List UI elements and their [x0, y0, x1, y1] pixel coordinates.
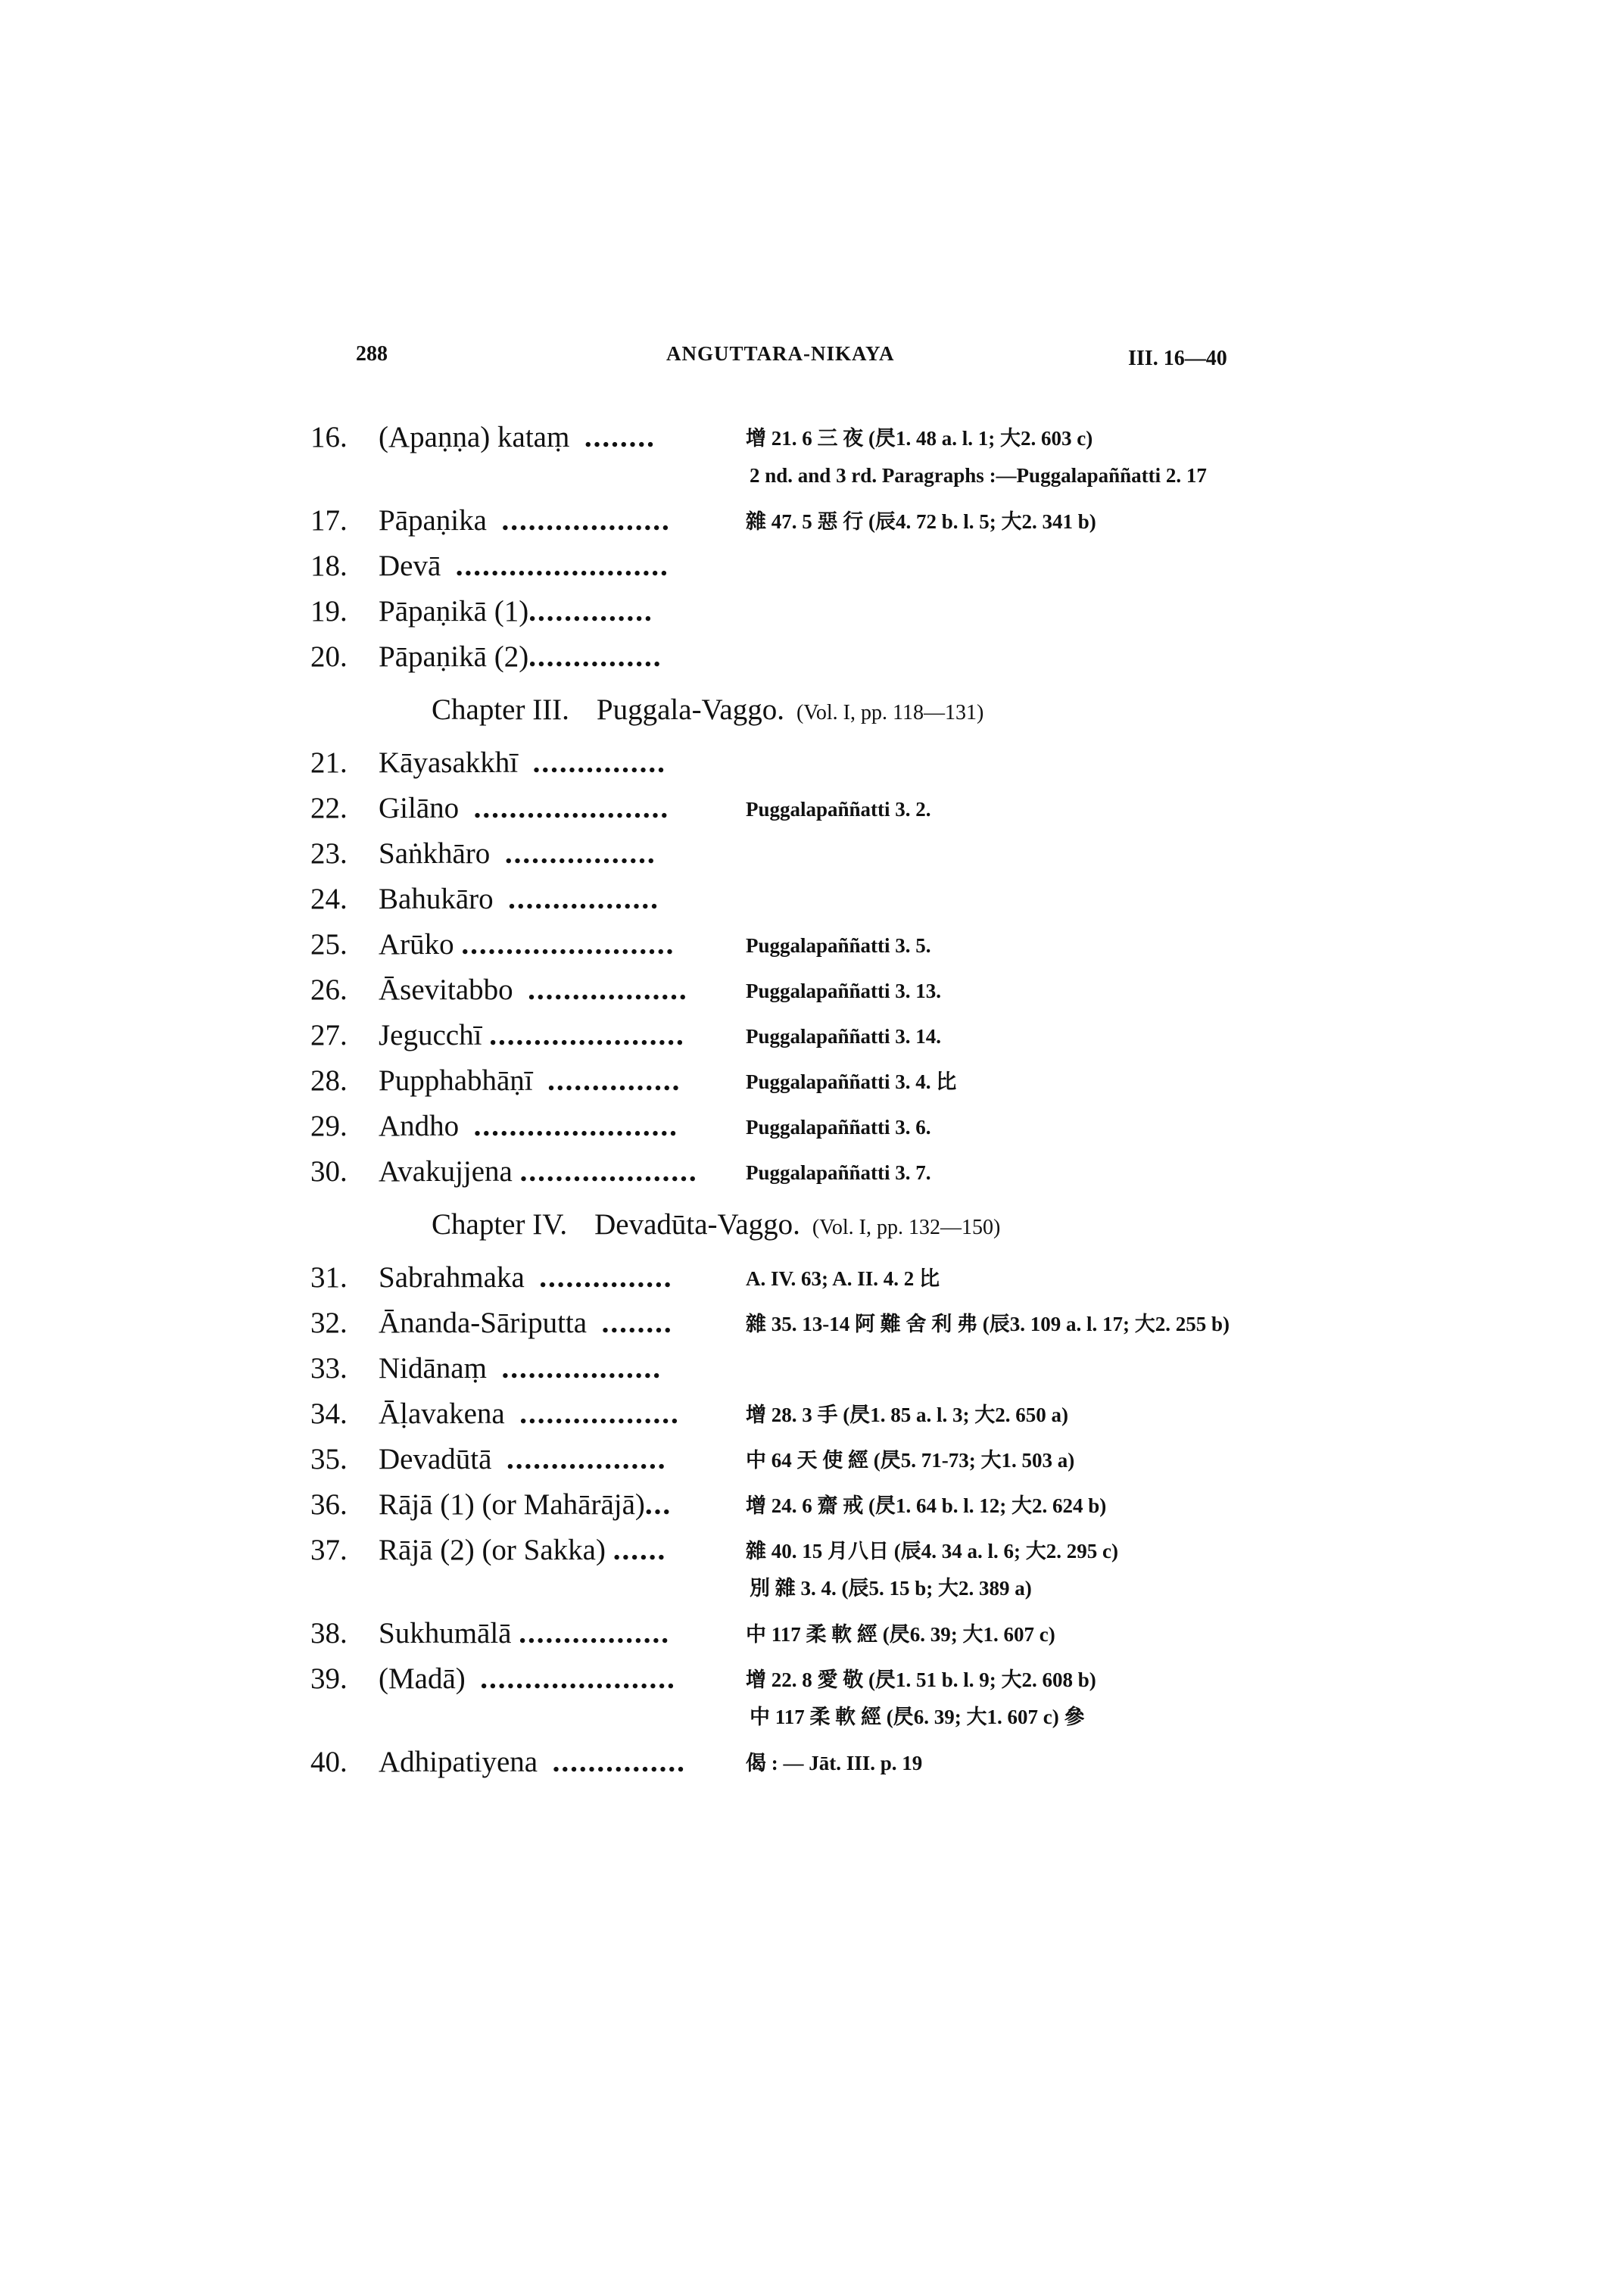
list-item — [310, 1104, 1333, 1149]
list-item — [310, 831, 1333, 877]
list-item — [310, 1482, 1333, 1528]
entry-number: 36. — [310, 1488, 348, 1521]
entry-number: 24. — [310, 883, 348, 915]
entry-number: 29. — [310, 1110, 348, 1142]
list-item — [310, 589, 1333, 634]
chapter-volume: (Vol. I, pp. 118—131) — [796, 701, 984, 724]
entry-reference: A. IV. 63; A. II. 4. 2 比 — [746, 1267, 940, 1290]
entry-number: 25. — [310, 928, 348, 961]
entry-number: 17. — [310, 504, 348, 537]
list-item — [310, 498, 1333, 544]
leader-dots: ........ — [584, 421, 656, 453]
entry-number: 22. — [310, 792, 348, 824]
leader-dots: ................. — [508, 883, 659, 915]
chapter-label: Chapter III. — [432, 693, 569, 726]
entry-subreference: 中 117 柔 軟 經 (昃6. 39; 大1. 607 c) 參 — [750, 1706, 1085, 1728]
leader-dots: ...................... — [480, 1662, 676, 1695]
list-item — [310, 1656, 1333, 1740]
leader-dots: ................... — [501, 504, 671, 537]
leader-dots: ... — [644, 1488, 672, 1521]
list-item — [310, 1149, 1333, 1195]
entry-title: Pāpaṇika ................... — [379, 504, 671, 537]
entry-reference: 雜 40. 15 月八日 (辰4. 34 a. l. 6; 大2. 295 c) — [746, 1540, 1118, 1562]
entry-number: 32. — [310, 1307, 348, 1339]
entry-reference: 增 21. 6 三 夜 (昃1. 48 a. l. 1; 大2. 603 c) — [746, 427, 1093, 450]
entry-title: Pāpaṇikā (1).............. — [379, 595, 653, 628]
entry-number: 38. — [310, 1617, 348, 1650]
entry-title: Adhipatiyena ............... — [379, 1746, 686, 1778]
list-item — [310, 1346, 1333, 1391]
leader-dots: ........................ — [461, 928, 675, 961]
page-header — [356, 342, 1264, 380]
page-number: 288 — [356, 342, 388, 366]
entry-reference: Puggalapaññatti 3. 5. — [746, 934, 931, 957]
list-item — [310, 1301, 1333, 1346]
leader-dots: ............... — [539, 1261, 673, 1294]
entry-reference: 中 64 天 使 經 (昃5. 71-73; 大1. 503 a) — [746, 1449, 1075, 1472]
leader-dots: ...................... — [489, 1019, 685, 1051]
leader-dots: .............. — [528, 595, 653, 628]
entry-number: 28. — [310, 1064, 348, 1097]
chapter-title: Devadūta-Vaggo. — [594, 1208, 800, 1241]
list-item — [310, 1740, 1333, 1785]
chapter-volume: (Vol. I, pp. 132—150) — [812, 1216, 1001, 1239]
leader-dots: .................... — [519, 1155, 698, 1188]
entry-number: 37. — [310, 1534, 348, 1566]
entry-number: 33. — [310, 1352, 348, 1385]
chapter-heading — [310, 1195, 1333, 1255]
entry-title: Pāpaṇikā (2)............... — [379, 640, 662, 673]
chapter-heading — [310, 680, 1333, 740]
entry-title: Andho ....................... — [379, 1110, 678, 1142]
list-item — [310, 1013, 1333, 1058]
entry-reference: 增 24. 6 齋 戒 (昃1. 64 b. l. 12; 大2. 624 b) — [746, 1494, 1107, 1517]
entry-number: 27. — [310, 1019, 348, 1051]
entry-title: Pupphabhāṇī ............... — [379, 1064, 681, 1097]
entry-reference: Puggalapaññatti 3. 6. — [746, 1116, 931, 1139]
list-item — [310, 1611, 1333, 1656]
concordance-list — [310, 415, 1333, 1785]
entry-title: Avakujjena .................... — [379, 1155, 698, 1188]
entry-title: Bahukāro ................. — [379, 883, 659, 915]
leader-dots: .................. — [506, 1443, 667, 1475]
entry-number: 39. — [310, 1662, 348, 1695]
list-item — [310, 634, 1333, 680]
entry-title: Arūko ........................ — [379, 928, 675, 961]
leader-dots: ............... — [528, 640, 662, 673]
entry-title: (Apaṇṇa) kataṃ ........ — [379, 421, 656, 453]
entry-number: 21. — [310, 746, 348, 779]
entry-title: Āḷavakena .................. — [379, 1397, 680, 1430]
leader-dots: ........ — [601, 1307, 673, 1339]
entry-title: (Madā) ...................... — [379, 1662, 676, 1695]
entry-reference: Puggalapaññatti 3. 7. — [746, 1161, 931, 1184]
entry-number: 31. — [310, 1261, 348, 1294]
entry-reference: Puggalapaññatti 3. 14. — [746, 1025, 942, 1048]
list-item — [310, 544, 1333, 589]
entry-reference: 偈 : — Jāt. III. p. 19 — [746, 1752, 923, 1774]
list-item — [310, 877, 1333, 922]
entry-number: 40. — [310, 1746, 348, 1778]
entry-reference: Puggalapaññatti 3. 4. 比 — [746, 1070, 957, 1093]
leader-dots: ................. — [519, 1617, 670, 1650]
leader-dots: ............... — [552, 1746, 686, 1778]
chapter-label: Chapter IV. — [432, 1208, 568, 1241]
leader-dots: ...... — [613, 1534, 667, 1566]
list-item — [310, 786, 1333, 831]
entry-reference: 中 117 柔 軟 經 (昃6. 39; 大1. 607 c) — [746, 1623, 1055, 1646]
leader-dots: ...................... — [473, 792, 670, 824]
leader-dots: .................. — [501, 1352, 662, 1385]
entry-number: 35. — [310, 1443, 348, 1475]
entry-reference: 雜 35. 13-14 阿 難 舍 利 弗 (辰3. 109 a. l. 17; 大2. 255 b) — [746, 1313, 1230, 1335]
entry-number: 26. — [310, 974, 348, 1006]
entry-subreference: 2 nd. and 3 rd. Paragraphs :—Puggalapaññatti 2. 17 — [750, 464, 1207, 487]
entry-number: 18. — [310, 550, 348, 582]
list-item — [310, 740, 1333, 786]
entry-reference: 雜 47. 5 惡 行 (辰4. 72 b. l. 5; 大2. 341 b) — [746, 510, 1096, 533]
entry-title: Gilāno ...................... — [379, 792, 670, 824]
entry-subreference: 別 雜 3. 4. (辰5. 15 b; 大2. 389 a) — [750, 1577, 1032, 1600]
entry-title: Sabrahmaka ............... — [379, 1261, 673, 1294]
entry-number: 20. — [310, 640, 348, 673]
entry-title: Āsevitabbo .................. — [379, 974, 688, 1006]
entry-title: Nidānaṃ .................. — [379, 1352, 662, 1385]
leader-dots: .................. — [528, 974, 688, 1006]
entry-title: Devā ........................ — [379, 550, 669, 582]
entry-number: 19. — [310, 595, 348, 628]
entry-title: Saṅkhāro ................. — [379, 837, 656, 870]
entry-number: 30. — [310, 1155, 348, 1188]
list-item — [310, 967, 1333, 1013]
entry-number: 16. — [310, 421, 348, 453]
section-range: III. 16—40 — [1128, 347, 1227, 370]
list-item — [310, 1391, 1333, 1437]
entry-title: Rājā (2) (or Sakka) ...... — [379, 1534, 667, 1566]
list-item — [310, 1528, 1333, 1611]
list-item — [310, 415, 1333, 498]
entry-title: Devadūtā .................. — [379, 1443, 667, 1475]
leader-dots: ........................ — [455, 550, 669, 582]
leader-dots: ............... — [532, 746, 666, 779]
list-item — [310, 1255, 1333, 1301]
leader-dots: ................. — [504, 837, 656, 870]
entry-reference: 增 28. 3 手 (昃1. 85 a. l. 3; 大2. 650 a) — [746, 1404, 1068, 1426]
entry-reference: 增 22. 8 愛 敬 (昃1. 51 b. l. 9; 大2. 608 b) — [746, 1668, 1096, 1691]
leader-dots: .................. — [519, 1397, 680, 1430]
entry-number: 23. — [310, 837, 348, 870]
entry-title: Rājā (1) (or Mahārājā)... — [379, 1488, 672, 1521]
list-item — [310, 1437, 1333, 1482]
entry-reference: Puggalapaññatti 3. 13. — [746, 980, 942, 1002]
running-title: ANGUTTARA-NIKAYA — [666, 342, 895, 365]
entry-number: 34. — [310, 1397, 348, 1430]
entry-title: Ānanda-Sāriputta ........ — [379, 1307, 673, 1339]
list-item — [310, 1058, 1333, 1104]
chapter-title: Puggala-Vaggo. — [596, 693, 784, 726]
entry-title: Kāyasakkhī ............... — [379, 746, 666, 779]
entry-reference: Puggalapaññatti 3. 2. — [746, 798, 931, 821]
entry-title: Sukhumālā ................. — [379, 1617, 670, 1650]
leader-dots: ....................... — [473, 1110, 678, 1142]
list-item — [310, 922, 1333, 967]
leader-dots: ............... — [547, 1064, 681, 1097]
entry-title: Jegucchī ...................... — [379, 1019, 685, 1051]
